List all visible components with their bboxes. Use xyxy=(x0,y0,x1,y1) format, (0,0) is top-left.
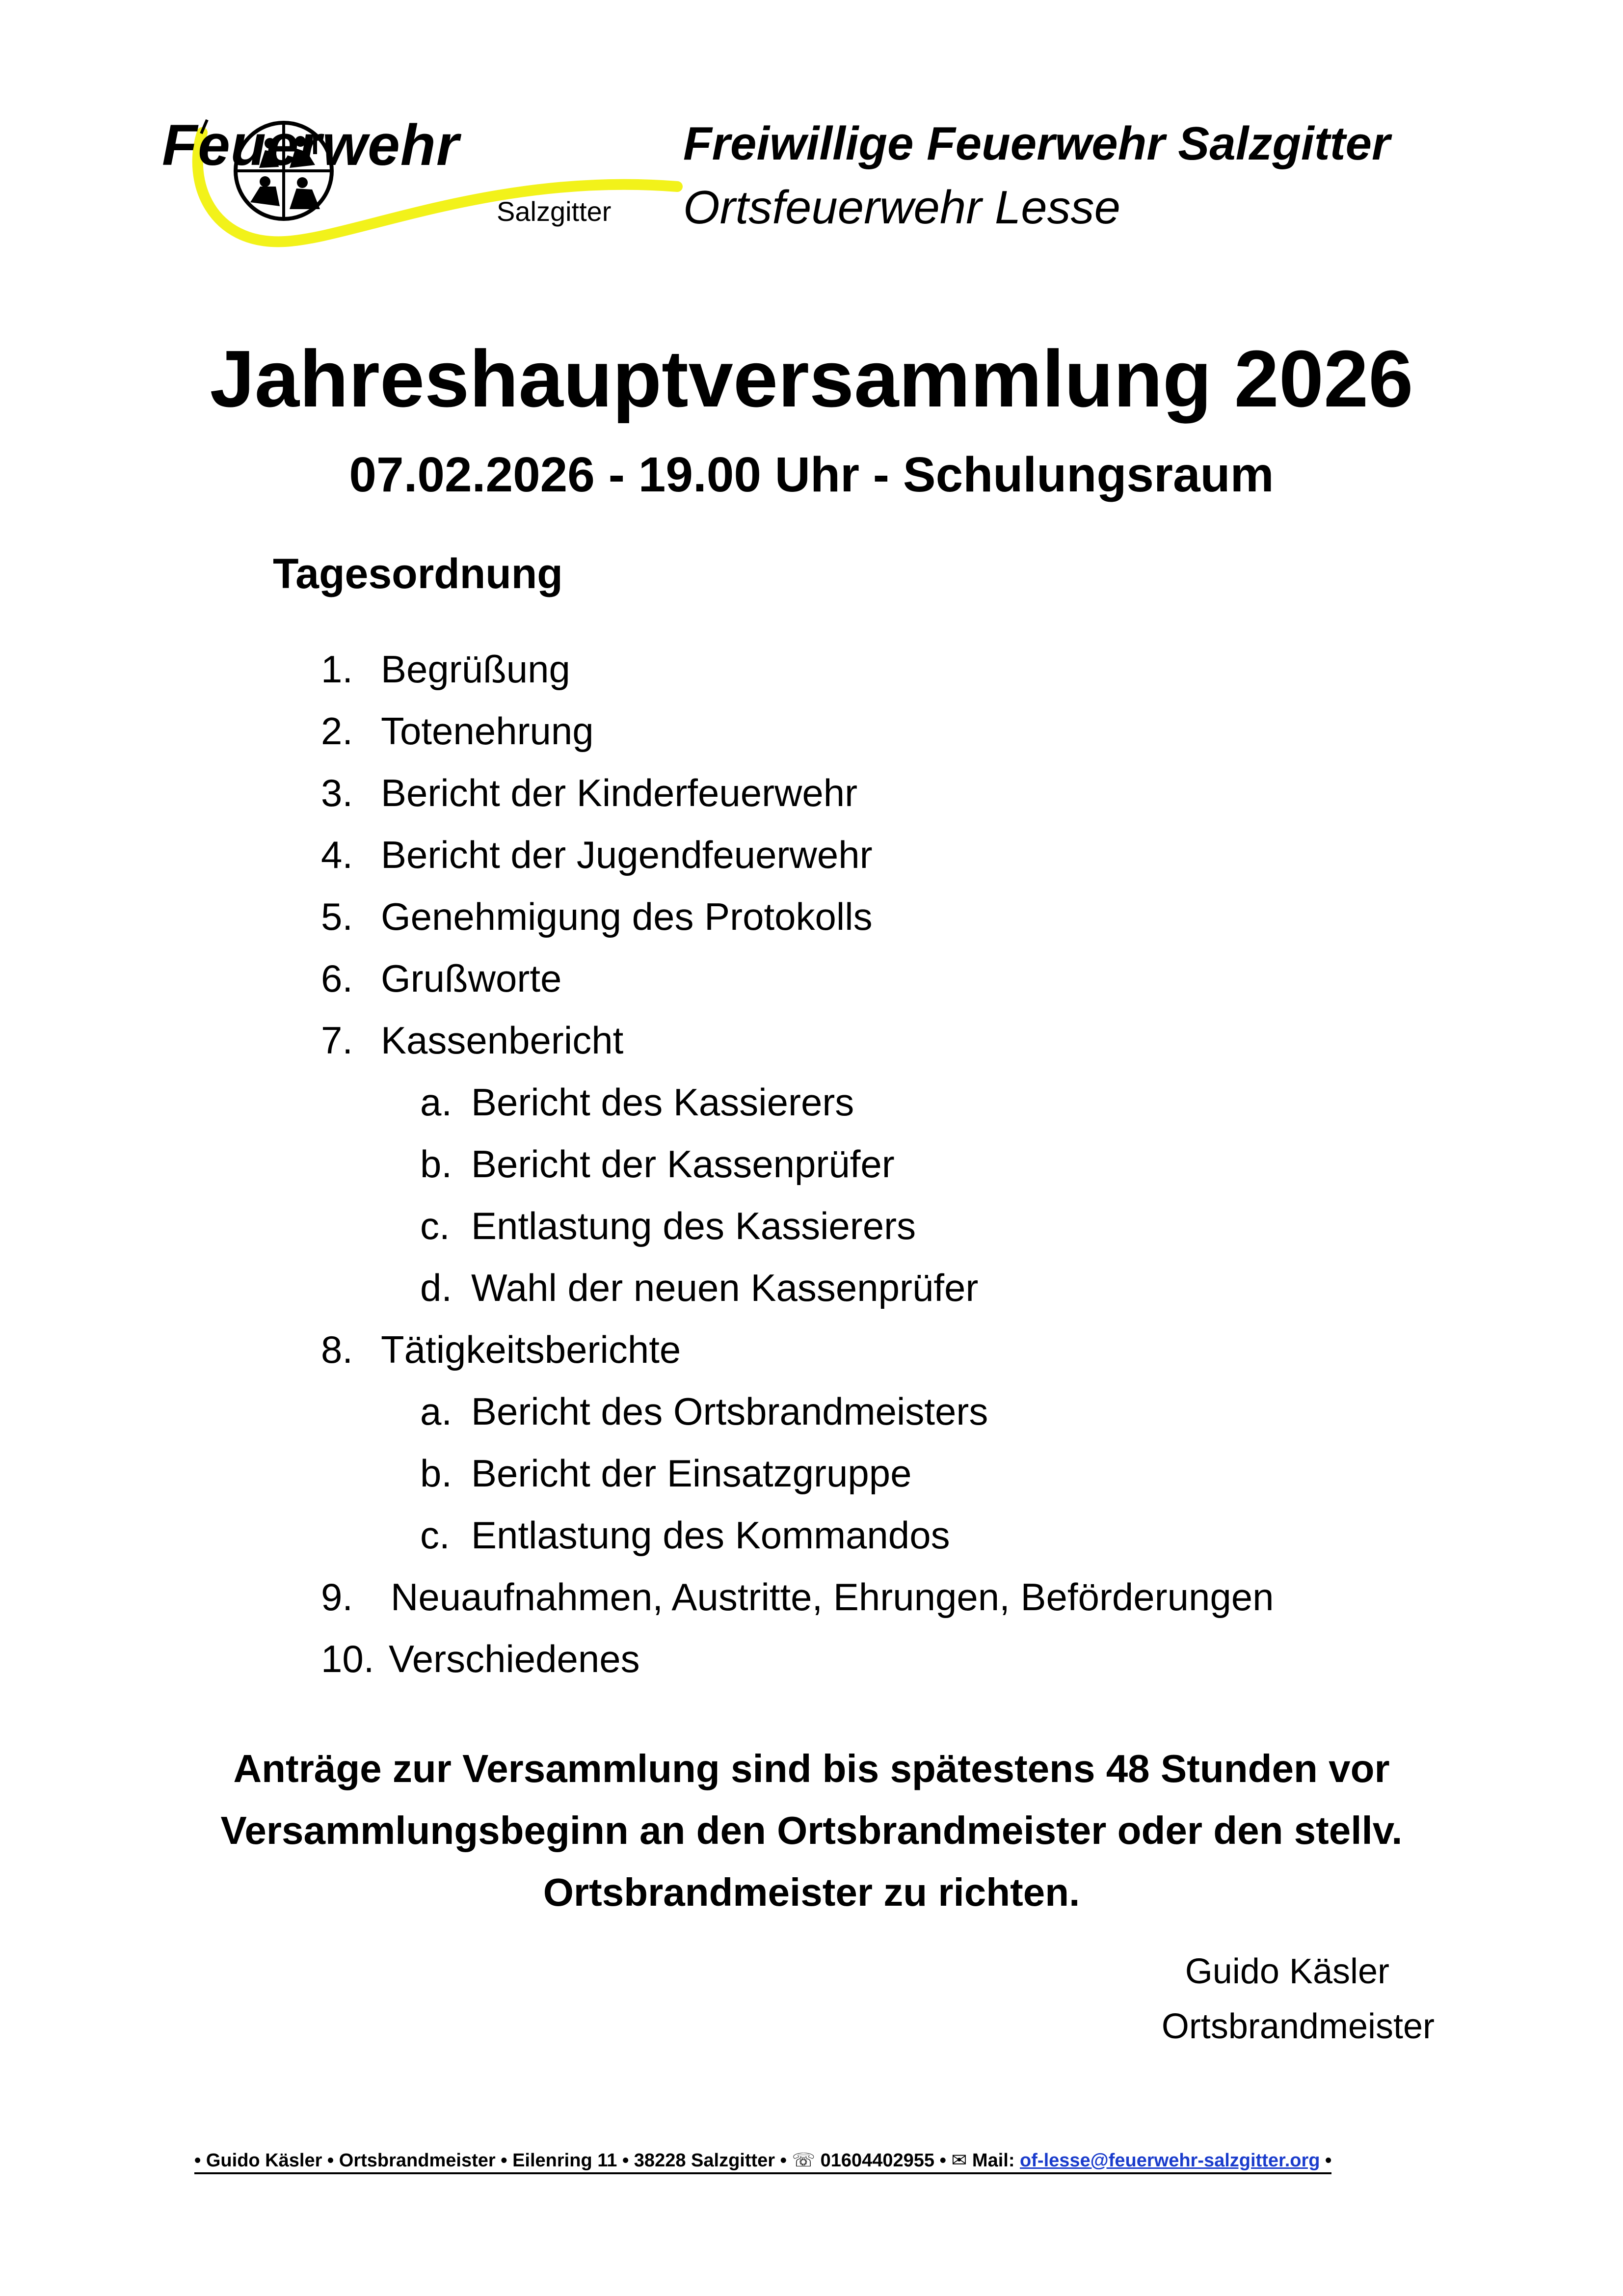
notice-line: Ortsbrandmeister zu richten. xyxy=(543,1870,1080,1914)
agenda-item-number: 5. xyxy=(321,895,353,938)
agenda-subitem-letter: a. xyxy=(420,1390,452,1433)
agenda-item-text: Verschiedenes xyxy=(389,1637,640,1680)
agenda-item-text: Begrüßung xyxy=(381,648,570,691)
submission-notice xyxy=(0,1738,1623,1923)
agenda-item-text: Bericht der Kinderfeuerwehr xyxy=(381,771,858,814)
agenda-subitem-text: Wahl der neuen Kassenprüfer xyxy=(471,1266,979,1309)
agenda-subitem-text: Entlastung des Kommandos xyxy=(471,1513,950,1557)
email-link[interactable]: of-lesse@feuerwehr-salzgitter.org xyxy=(1020,2150,1320,2171)
agenda-item-text: Genehmigung des Protokolls xyxy=(381,895,873,938)
phone-icon: ☏ xyxy=(792,2150,816,2171)
document-subtitle: 07.02.2026 - 19.00 Uhr - Schulungsraum xyxy=(349,447,1274,502)
agenda-item-number: 4. xyxy=(321,833,353,876)
agenda-item-number: 9. xyxy=(321,1575,353,1619)
signer-role: Ortsbrandmeister xyxy=(1161,2007,1435,2046)
agenda-subitem-letter: b. xyxy=(420,1142,452,1186)
agenda-subitem-letter: c. xyxy=(420,1204,450,1247)
agenda-item-number: 3. xyxy=(321,771,353,814)
agenda-item-text: Kassenbericht xyxy=(381,1019,624,1062)
agenda-item-number: 7. xyxy=(321,1019,353,1062)
signature-block xyxy=(1162,1944,1435,2054)
agenda-item-text: Bericht der Jugendfeuerwehr xyxy=(381,833,873,876)
footer-mail-label: Mail: xyxy=(972,2150,1015,2171)
agenda-item-number: 10. xyxy=(321,1637,374,1680)
footer-end: • xyxy=(1325,2150,1332,2171)
agenda-subitem-letter: d. xyxy=(420,1266,452,1309)
organization-name: Freiwillige Feuerwehr Salzgitter xyxy=(683,117,1390,170)
agenda-heading: Tagesordnung xyxy=(273,550,563,597)
envelope-icon: ✉ xyxy=(951,2150,967,2171)
notice-line: Versammlungsbeginn an den Ortsbrandmeister oder den stellv. xyxy=(220,1809,1403,1852)
agenda-item-text: Tätigkeitsberichte xyxy=(381,1328,681,1371)
agenda-subitem-text: Bericht der Einsatzgruppe xyxy=(471,1452,912,1495)
agenda-subitem-text: Bericht des Ortsbrandmeisters xyxy=(471,1390,988,1433)
agenda-item-number: 6. xyxy=(321,957,353,1000)
agenda-subitem-letter: a. xyxy=(420,1080,452,1124)
logo-city: Salzgitter xyxy=(497,196,612,227)
local-unit-name: Ortsfeuerwehr Lesse xyxy=(683,181,1121,234)
footer-phone: 01604402955 xyxy=(820,2150,935,2171)
footer-contact xyxy=(194,2149,1331,2174)
agenda-subitem-text: Bericht des Kassierers xyxy=(471,1080,854,1124)
logo-wordmark: Feuerwehr xyxy=(162,113,459,178)
agenda-subitem-text: Bericht der Kassenprüfer xyxy=(471,1142,895,1186)
footer-address: • Guido Käsler • Ortsbrandmeister • Eilenring 11 • 38228 Salzgitter • xyxy=(194,2150,787,2171)
agenda-subitem-letter: b. xyxy=(420,1452,452,1495)
agenda-subitem-letter: c. xyxy=(420,1513,450,1557)
agenda-subitem-text: Entlastung des Kassierers xyxy=(471,1204,916,1247)
agenda-item-text: Totenehrung xyxy=(381,709,594,753)
agenda-item-number: 1. xyxy=(321,648,353,691)
document-title: Jahreshauptversammlung 2026 xyxy=(210,334,1413,424)
footer-separator: • xyxy=(939,2150,946,2171)
agenda-item-text: Neuaufnahmen, Austritte, Ehrungen, Beförderungen xyxy=(391,1575,1274,1619)
notice-line: Anträge zur Versammlung sind bis spätestens 48 Stunden vor xyxy=(233,1747,1390,1790)
signer-name: Guido Käsler xyxy=(1185,1952,1389,1991)
agenda-item-number: 8. xyxy=(321,1328,353,1371)
agenda-item-text: Grußworte xyxy=(381,957,562,1000)
agenda-item-number: 2. xyxy=(321,709,353,753)
